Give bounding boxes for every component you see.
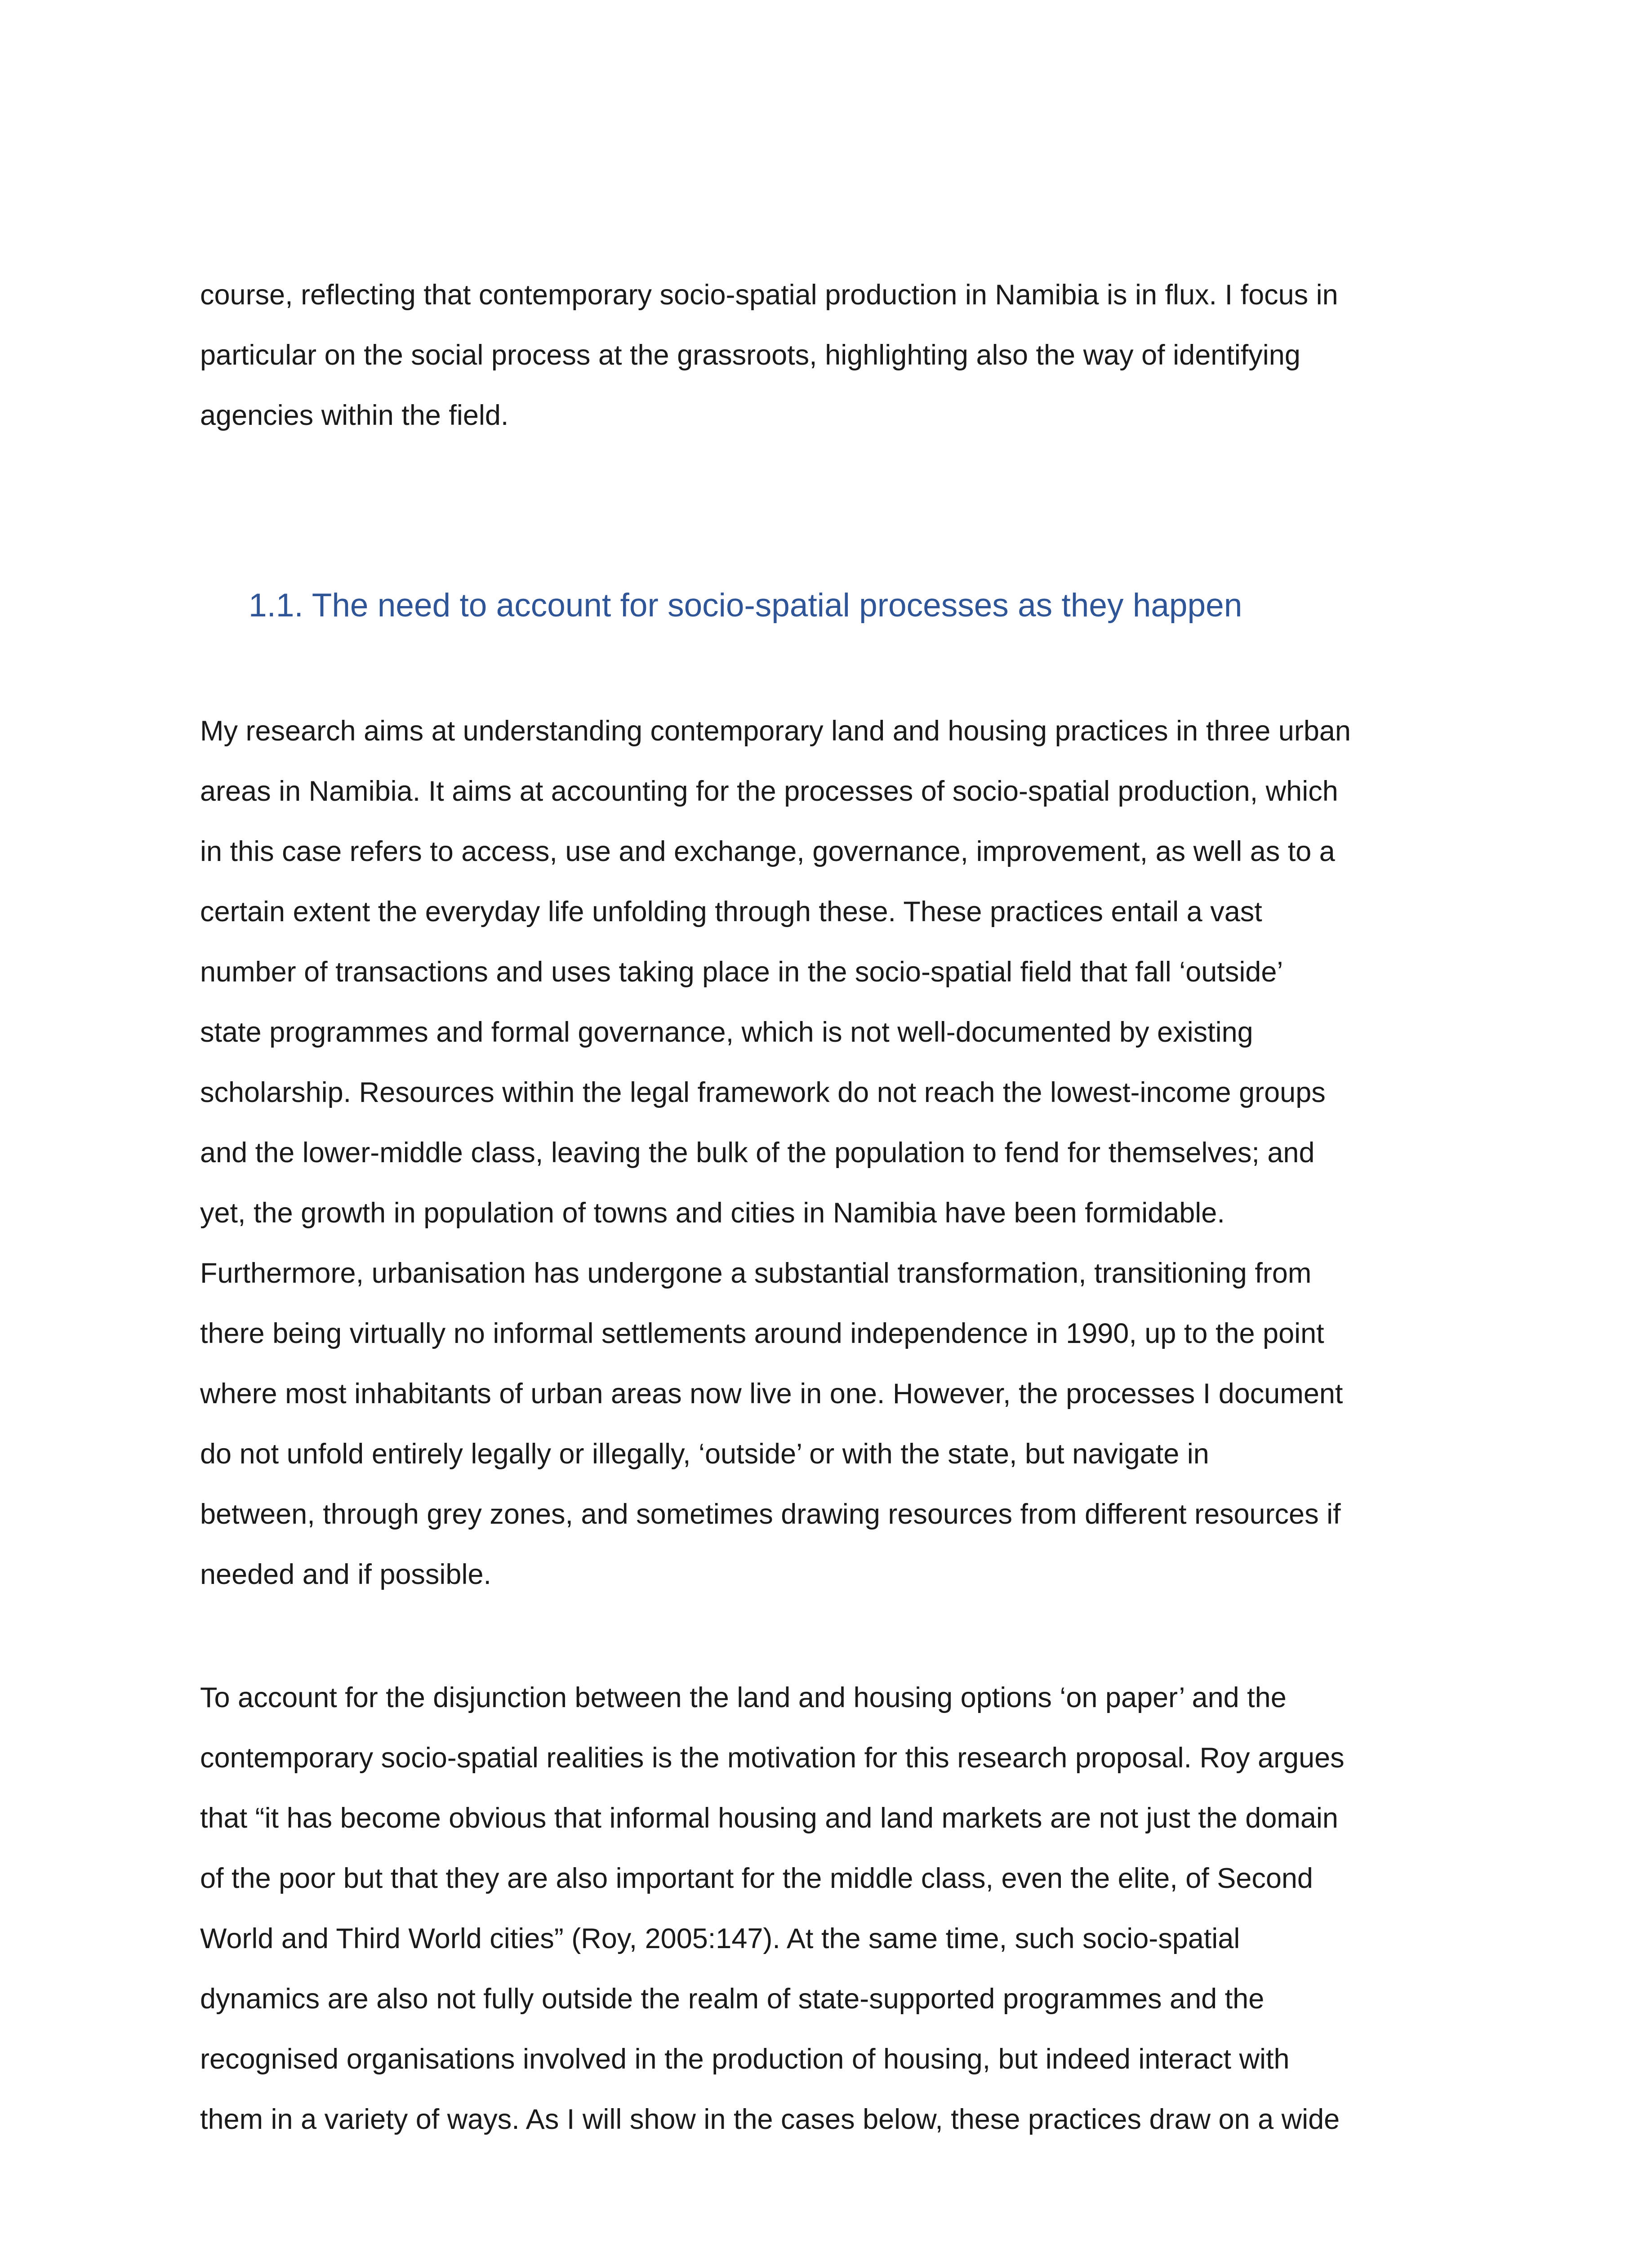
paragraph-line: certain extent the everyday life unfolding through these. These practices entail a vast (200, 896, 1262, 928)
paragraph-line: of the poor but that they are also important for the middle class, even the elite, of Second (200, 1863, 1313, 1894)
paragraph-line: contemporary socio-spatial realities is the motivation for this research proposal. Roy argues (200, 1742, 1345, 1774)
intro-line: course, reflecting that contemporary socio-spatial production in Namibia is in flux. I focus in (200, 279, 1338, 311)
paragraph-line: World and Third World cities” (Roy, 2005:147). At the same time, such socio-spatial (200, 1923, 1240, 1954)
paragraph-line: in this case refers to access, use and exchange, governance, improvement, as well as to a (200, 836, 1335, 867)
paragraph-line: where most inhabitants of urban areas now live in one. However, the processes I document (200, 1378, 1343, 1409)
intro-line: particular on the social process at the grassroots, highlighting also the way of identifying (200, 339, 1300, 371)
paragraph-line: between, through grey zones, and sometimes drawing resources from different resources if (200, 1499, 1341, 1530)
paragraph-line: them in a variety of ways. As I will show in the cases below, these practices draw on a wide (200, 2104, 1340, 2135)
paragraph-line: To account for the disjunction between the land and housing options ‘on paper’ and the (200, 1682, 1287, 1713)
section-heading: 1.1. The need to account for socio-spatial processes as they happen (249, 587, 1242, 624)
paragraph-line: dynamics are also not fully outside the realm of state-supported programmes and the (200, 1983, 1265, 2015)
paragraph-line: number of transactions and uses taking place in the socio-spatial field that fall ‘outside’ (200, 956, 1283, 988)
paragraph-line: scholarship. Resources within the legal framework do not reach the lowest-income groups (200, 1077, 1326, 1108)
paragraph-line: and the lower-middle class, leaving the bulk of the population to fend for themselves; and (200, 1137, 1315, 1169)
intro-line: agencies within the field. (200, 400, 509, 431)
paragraph-line: My research aims at understanding contemporary land and housing practices in three urban (200, 715, 1351, 747)
paragraph-line: that “it has become obvious that informal housing and land markets are not just the domain (200, 1802, 1338, 1834)
paragraph-line: state programmes and formal governance, which is not well-documented by existing (200, 1017, 1253, 1048)
paragraph-line: areas in Namibia. It aims at accounting for the processes of socio-spatial production, which (200, 776, 1338, 807)
paragraph-line: there being virtually no informal settlements around independence in 1990, up to the point (200, 1318, 1324, 1349)
paragraph-line: do not unfold entirely legally or illegally, ‘outside’ or with the state, but navigate in (200, 1438, 1209, 1470)
paragraph-line: Furthermore, urbanisation has undergone a substantial transformation, transitioning from (200, 1258, 1312, 1289)
paragraph-line: needed and if possible. (200, 1559, 491, 1590)
paragraph-line: yet, the growth in population of towns and cities in Namibia have been formidable. (200, 1197, 1225, 1229)
paragraph-line: recognised organisations involved in the production of housing, but indeed interact with (200, 2043, 1290, 2075)
